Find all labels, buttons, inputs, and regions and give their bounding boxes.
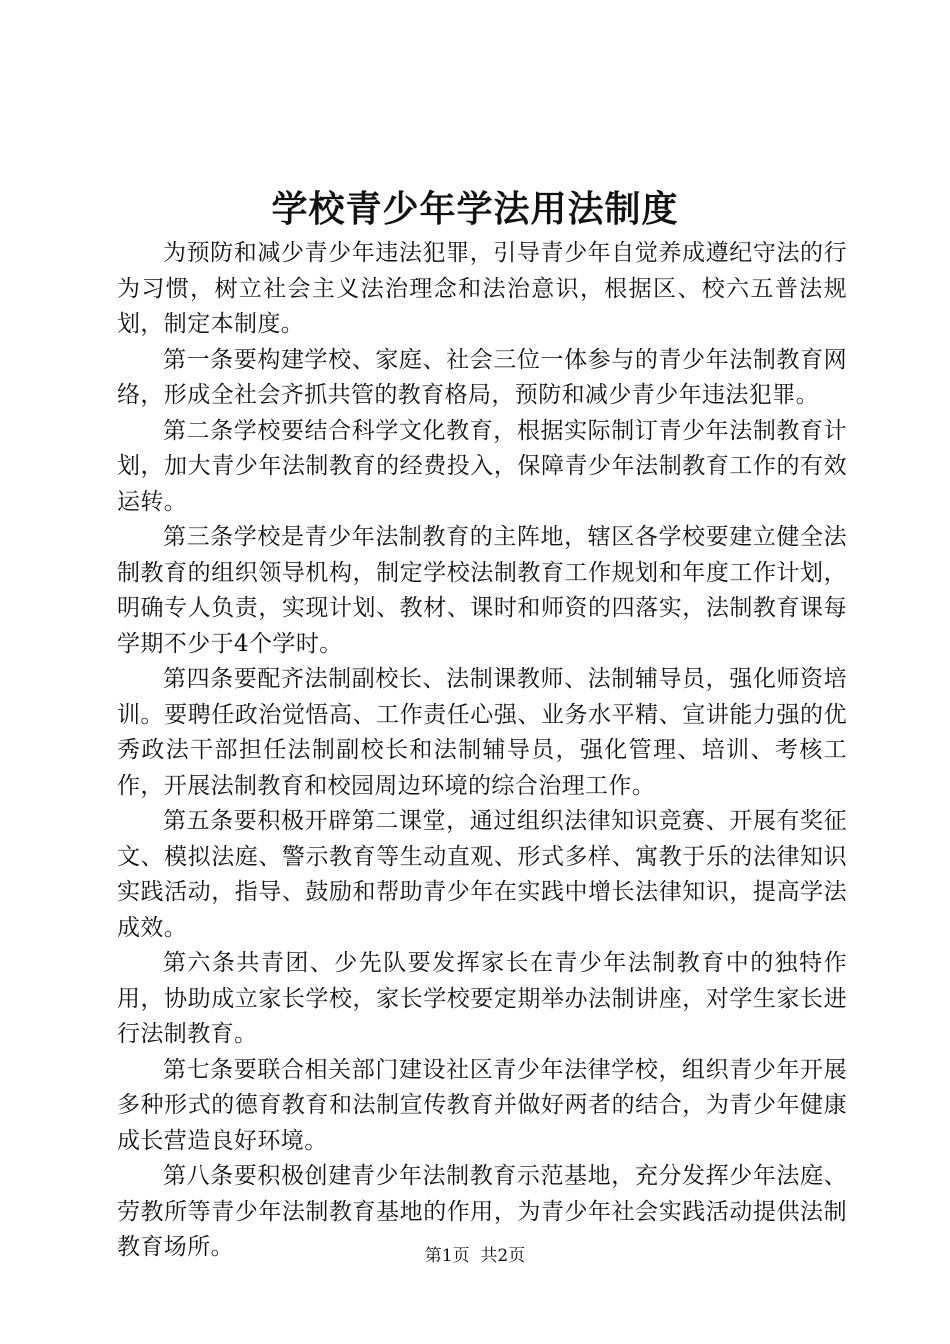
paragraph-article-7: 第七条要联合相关部门建设社区青少年法律学校，组织青少年开展多种形式的德育教育和法制宣传教育并做好两者的结合，为青少年健康成长营造良好环境。	[117, 1056, 847, 1154]
document-body	[117, 236, 847, 1266]
paragraph-article-2: 第二条学校要结合科学文化教育，根据实际制订青少年法制教育计划，加大青少年法制教育的经费投入，保障青少年法制教育工作的有效运转。	[117, 417, 847, 515]
paragraph-article-1: 第一条要构建学校、家庭、社会三位一体参与的青少年法制教育网络，形成全社会齐抓共管的教育格局，预防和减少青少年违法犯罪。	[117, 346, 847, 408]
paragraph-article-3: 第三条学校是青少年法制教育的主阵地，辖区各学校要建立健全法制教育的组织领导机构，制定学校法制教育工作规划和年度工作计划，明确专人负责，实现计划、教材、课时和师资的四落实，法制教育课每学期不少于4个学时。	[117, 524, 847, 657]
page-number-current: 第1页	[424, 1246, 470, 1266]
paragraph-article-5: 第五条要积极开辟第二课堂，通过组织法律知识竞赛、开展有奖征文、模拟法庭、警示教育等生动直观、形式多样、寓教于乐的法律知识实践活动，指导、鼓励和帮助青少年在实践中增长法律知识，提高学法成效。	[117, 808, 847, 941]
paragraph-preamble: 为预防和减少青少年违法犯罪，引导青少年自觉养成遵纪守法的行为习惯，树立社会主义法治理念和法治意识，根据区、校六五普法规划，制定本制度。	[117, 240, 847, 337]
document-title: 学校青少年学法用法制度	[271, 188, 679, 230]
page-number-total: 共2页	[480, 1246, 526, 1266]
paragraph-article-6: 第六条共青团、少先队要发挥家长在青少年法制教育中的独特作用，协助成立家长学校，家长学校要定期举办法制讲座，对学生家长进行法制教育。	[117, 950, 847, 1047]
paragraph-article-4: 第四条要配齐法制副校长、法制课教师、法制辅导员，强化师资培训。要聘任政治觉悟高、工作责任心强、业务水平精、宣讲能力强的优秀政法干部担任法制副校长和法制辅导员，强化管理、培训、考核工作，开展法制教育和校园周边环境的综合治理工作。	[117, 666, 847, 799]
page-footer	[0, 1244, 950, 1268]
paragraph-article-8: 第八条要积极创建青少年法制教育示范基地，充分发挥少年法庭、劳教所等青少年法制教育基地的作用，为青少年社会实践活动提供法制教育场所。	[117, 1163, 847, 1260]
